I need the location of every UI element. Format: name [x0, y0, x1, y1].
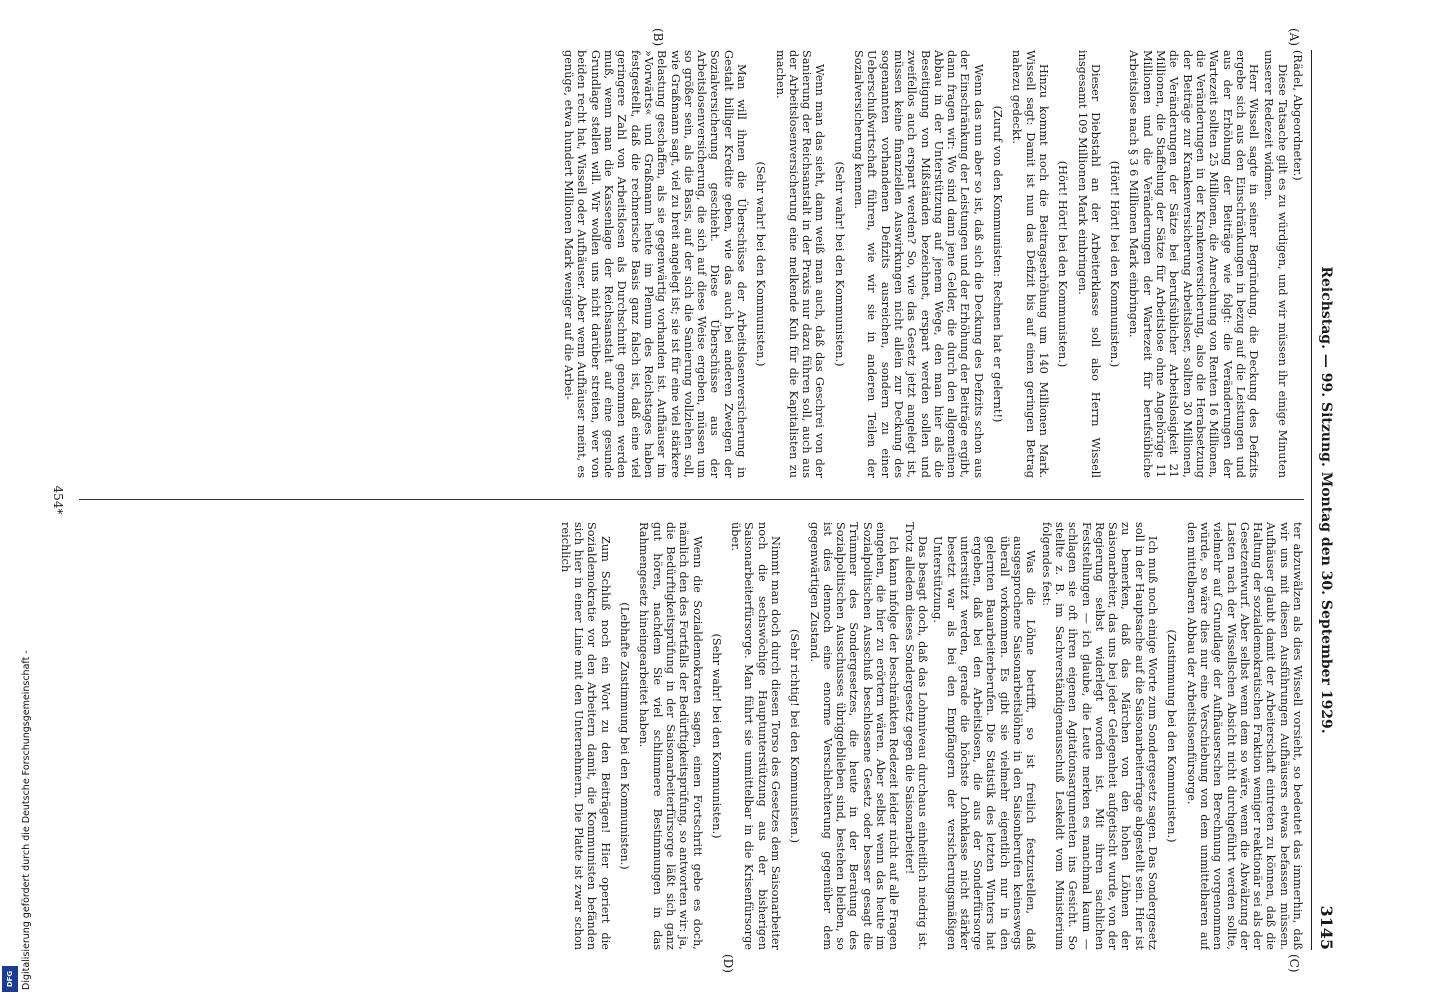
- paragraph: Dieser Diebstahl an der Arbeiterklasse soll also Herrn Wissell insgesamt 109 Millionen Mark einbringen.: [1075, 50, 1102, 478]
- interjection: (Zuruf von den Kommunisten: Rechnen hat er gelernt!): [991, 105, 1005, 423]
- paragraph: Diese Tatsache gilt es zu würdigen, und wir müssen ihr einige Minuten unserer Redezeit widmen.: [1262, 50, 1289, 478]
- interjection: (Sehr richtig! bei den Kommunisten.): [788, 629, 802, 843]
- margin-mark-b: (B): [651, 28, 665, 47]
- page-number: 3145: [1317, 905, 1336, 950]
- interjection: (Sehr wahr! bei den Kommunisten.): [832, 161, 846, 367]
- dfg-logo-text: DFG: [6, 970, 14, 988]
- margin-mark-d: (D): [721, 954, 735, 973]
- quotation: Was die Löhne betrifft, so ist freilich festzustellen, daß ausgesprochene Saisonarbeitslöhne in den Saisonberufen keineswegs überall vorkommen. Es gibt sie vielmehr eigentlich nur in den gelernten Bauarbeiterberufen. Die Statistik des letzten Winters hat ergeben, daß bei den Arbeitslosen, die aus der Sonderfürsorge unterstützt werden, gerade die höchste Lohnklasse nicht stärker besetzt war als bei den Empfängern der versicherungsmäßigen Unterstützung.: [931, 536, 1038, 950]
- interjection: (Sehr wahr! bei den Kommunisten.): [754, 161, 768, 367]
- interjection: (Sehr wahr! bei den Kommunisten.): [709, 633, 723, 839]
- paragraph: Hinzu kommt noch die Beitragserhöhung um 140 Millionen Mark. Wissell sagt: Damit ist nun das Defizit bis auf einen geringen Betrag nahezu gedeckt.: [1010, 50, 1050, 478]
- interjection: (Lebhafte Zustimmung bei den Kommunisten.): [618, 602, 632, 870]
- paragraph: Herr Wissell sagte in seiner Begründung, die Deckung des Defizits ergebe sich aus den Einschränkungen in bezug auf die Leistungen und aus der Erhöhung der Beiträge wie folgt: die Veränderungen der Wartezeit sollten 25 Millionen, die Anrechnung von Renten 16 Millionen, die Veränderungen in der Krankenversicherung, also die Herabsetzung der Beiträge zur Krankenversicherung Arbeitsloser, sollten 30 Millionen, die Veränderungen der Sätze bei berufsüblicher Arbeitslosigkeit 21 Millionen, die Staffelung der Sätze für Arbeitslose ohne Angehörige 11 Millionen und die Veränderungen der Wartezeit für berufsübliche Arbeitslose nach § 3 6 Millionen Mark einbringen.: [1127, 50, 1261, 478]
- paragraph: Das besagt doch, daß das Lohnniveau durchaus einheitlich niedrig ist. Trotz alledem dieses Sondergesetz gegen die Saisonarbeiter!: [902, 522, 929, 950]
- paragraph: Nimmt man doch durch diesen Torso des Gesetzes dem Saisonarbeiter noch die sechswöchige Hauptunterstützung aus der bisherigen Saisonarbeiterfürsorge. Man führt sie unmittelbar in die Krisenfürsorge über.: [729, 522, 783, 950]
- interjection: (Hört! Hört! bei den Kommunisten.): [1108, 160, 1122, 368]
- left-column: [79, 50, 1304, 478]
- paragraph: Wenn die Sozialdemokraten sagen, einen Fortschritt gebe es doch, nämlich den des Fortfalls der Bedürftigkeitsprüfung, so antworten wir: ja, die Bedürftigkeitsprüfung in der Saisonarbeiterfürsorge läßt sich ganz gut hören, nachdem Sie viel schlimmere Bestimmungen in das Rahmengesetz hineingearbeitet haben.: [637, 522, 704, 950]
- running-title: Reichstag. — 99. Sitzung. Montag den 30. September 1929.: [1318, 266, 1334, 734]
- dfg-logo: [2, 966, 18, 992]
- paragraph: ter abzuwälzen als dies Wissell vorsieht, so bedeutet das immerhin, daß wir uns mit diesen Ausführungen Aufhäusers etwas befassen müssen. Aufhäuser glaubt damit der Arbeiterschaft eintreten zu können, daß die Haltung der sozialdemokratischen Fraktion weniger reaktionär sei als der Gesetzentwurf. Aber selbst wenn dem so wäre, wenn die Abwälzung der Lasten nach der Wissellschen Absicht nicht durchgeführt werden sollte, vielmehr auf Grundlage der Aufhäuserschen Berechnung vorgenommen würde, so wäre dies nur eine Verschiebung von dem unmittelbaren auf den mittelbaren Abbau der Arbeitslosenfürsorge.: [1184, 522, 1304, 950]
- signature-mark: 454*: [51, 485, 65, 515]
- rotated-page-content: [34, 28, 1336, 973]
- right-column: [79, 522, 1304, 950]
- paragraph: Wenn das nun aber so ist, daß sich die Deckung des Defizits schon aus der Einschränkung der Leistungen und der Erhöhung der Beiträge ergibt, dann fragen wir: Wo sind dann jene Gelder, die durch den allgemeinen Abbau in der Unterstützung auf jenem Wege, den man hier als die Beseitigung von Mißständen bezeichnet, erspart werden sollen und zweifellos auch erspart werden? So, wie das Gesetz jetzt angelegt ist, müssen keine finanziellen Auswirkungen nicht allein zur Deckung des sogenannten vorhandenen Defizits ausreichen, sondern zu einer Ueberschußwirtschaft führen, wie wir sie in anderen Teilen der Sozialversicherung kennen.: [852, 50, 985, 478]
- paragraph: Zum Schluß noch ein Wort zu den Beiträgen! Hier operiert die Sozialdemokratie vor den Arbeitern damit, die Kommunisten befänden sich hier in einer Linie mit den Unternehmern. Die Platte ist zwar schon reichlich: [558, 522, 612, 950]
- interjection: (Hört! Hört! bei den Kommunisten.): [1056, 160, 1070, 368]
- interjection: (Zustimmung bei den Kommunisten.): [1165, 629, 1179, 843]
- digitization-credit-text: Digitalisierung gefördert durch die Deutsche Forschungsgemeinschaft -: [21, 650, 32, 990]
- paragraph: Man will ihnen die Überschüsse der Arbeitslosenversicherung in Gestalt billiger Kredite geben, wie das auch bei anderen Zweigen der Sozialversicherung geschieht. Diese Überschüsse aus der Arbeitslosenversicherung, die sich auf diese Weise ergeben, müssen um so größer sein, als die Basis, auf der sich die Sanierung vollziehen soll, wie Graßmann sagt, viel zu breit angelegt ist; sie ist für eine viel stärkere Belastung geschaffen, als sie gegenwärtig vorhanden ist. Aufhäuser im »Vorwärts« und Graßmann heute im Plenum des Reichstages haben festgestellt, daß die rechnerische Basis ganz falsch ist, daß eine viel geringere Zahl von Arbeitslosen als Durchschnitt genommen werden muß, wenn man die Kassenlage der Reichsanstalt auf eine gesunde Grundlage stellen will. Wir wollen uns nicht darüber streiten, wer von beiden recht hat, Wissell oder Aufhäuser. Aber wenn Aufhäuser meint, es genüge, etwa hundert Millionen Mark weniger auf die Arbei-: [562, 50, 749, 478]
- digitization-note: [1, 30, 32, 990]
- margin-mark-c: (C): [1287, 954, 1301, 973]
- margin-mark-a: (A): [1287, 28, 1301, 47]
- paragraph: Ich kann infolge der beschränkten Redezeit leider nicht auf alle Fragen eingehen, die hier zu erörtern wären. Aber selbst wenn das heute im Sozialpolitischen Ausschuß beschlossene Gesetz oder besser gesagt die Trümmer des Sondergesetzes, die heute in der Beratung des Sozialpolitischen Ausschusses übriggeblieben sind, bestehen bleiben, so ist dies dennoch eine enorme Verschlechterung gegenüber dem gegenwärtigen Zustand.: [807, 522, 901, 950]
- paragraph: Ich muß noch einige Worte zum Sondergesetz sagen. Das Sondergesetz soll in der Hauptsache auf die Saisonarbeiterfrage abgestellt sein. Hier ist zu bemerken, daß das Märchen von den hohen Löhnen der Saisonarbeiter, das uns bei jeder Gelegenheit aufgetischt wurde, von der Regierung selbst widerlegt worden ist. Mit ihren sachlichen Feststellungen — ich glaube, die Leute merken es manchmal kaum — schlagen sie oft ihren eigenen Agitationsargumenten ins Gesicht. So stellte z. B. im Sachverständigenausschuß Leskeldt vom Ministerium folgendes fest:: [1039, 522, 1160, 950]
- speaker-line: (Rädel, Abgeordneter.): [1291, 50, 1304, 181]
- column-divider: [79, 499, 1304, 500]
- page-header: [1311, 50, 1334, 950]
- paragraph: Wenn man das sieht, dann weiß man auch, daß das Geschrei von der Sanierung der Reichsanstalt in der Praxis nur dazu führen soll, auch aus der Arbeitslosenversicherung eine melkende Kuh für die Kapitalisten zu machen.: [773, 50, 827, 478]
